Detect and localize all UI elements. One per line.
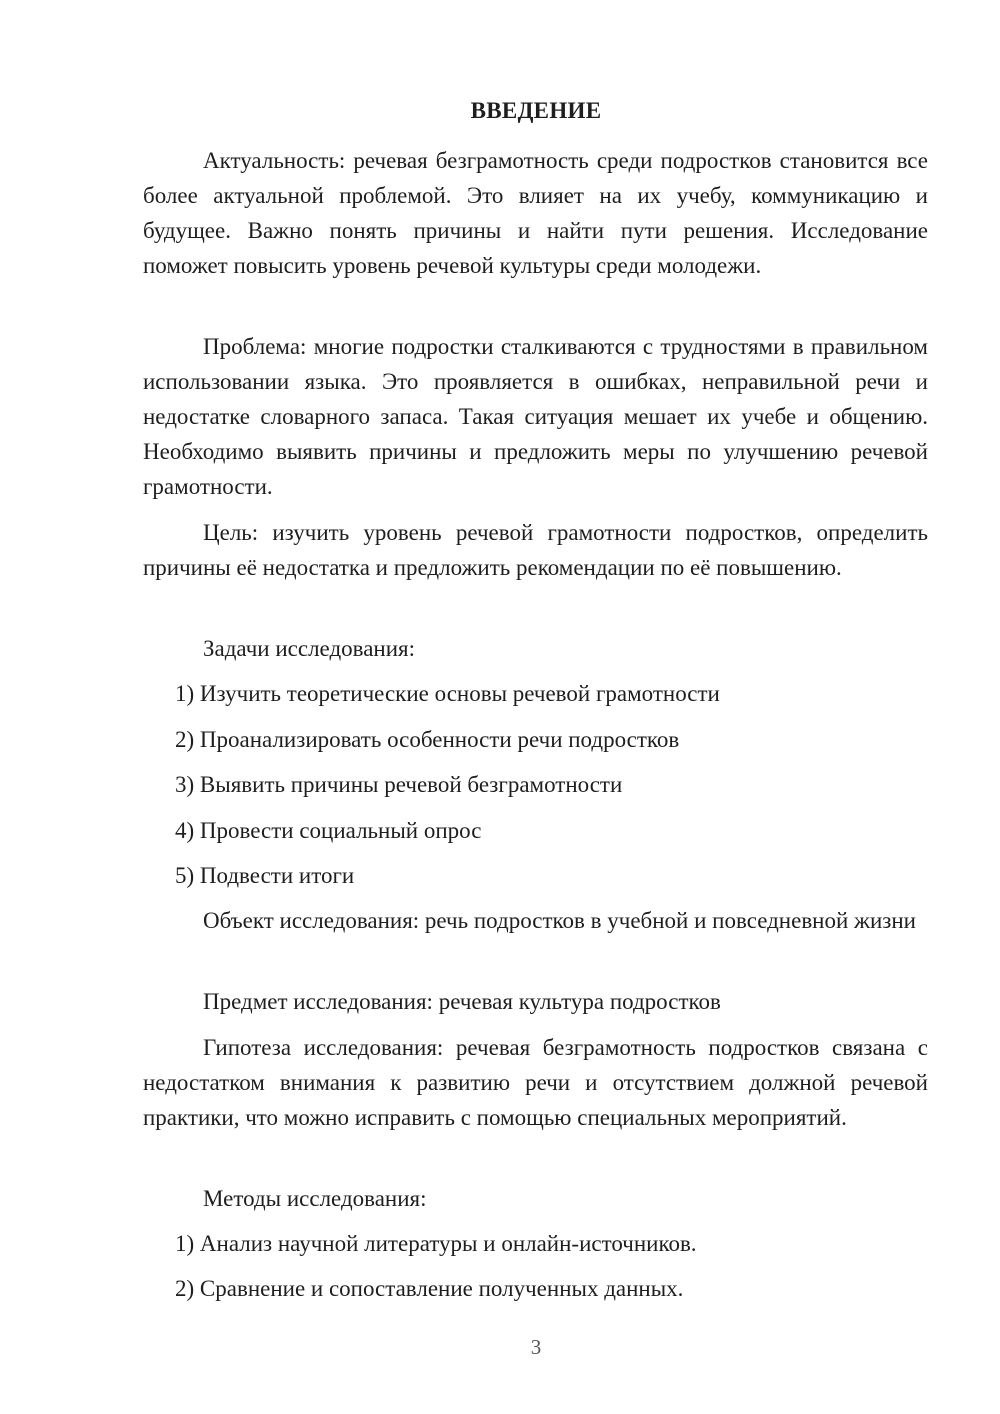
method-item: 2) Сравнение и сопоставление полученных данных. [175, 1276, 684, 1301]
subject-paragraph: Предмет исследования: речевая культура подростков [203, 989, 721, 1014]
methods-heading: Методы исследования: [203, 1186, 427, 1211]
method-item: 1) Анализ научной литературы и онлайн-источников. [175, 1231, 697, 1256]
hypothesis-paragraph: Гипотеза исследования: речевая безграмотность подростков связана с недостатком внимания к развитию речи и отсутствием должной речевой практики, что можно исправить с помощью специальных мероприятий. [143, 1035, 928, 1130]
problem-paragraph: Проблема: многие подростки сталкиваются с трудностями в правильном использовании языка. Это проявляется в ошибках, неправильной речи и недостатке словарного запаса. Такая ситуация мешает их учебе и общению. Необходимо выявить причины и предложить меры по улучшению речевой грамотности. [143, 334, 928, 499]
task-item: 1) Изучить теоретические основы речевой грамотности [175, 681, 720, 706]
tasks-heading: Задачи исследования: [203, 636, 416, 661]
task-item: 2) Проанализировать особенности речи подростков [175, 727, 680, 752]
page-number: 3 [530, 1335, 542, 1359]
task-item: 5) Подвести итоги [175, 863, 355, 888]
object-paragraph: Объект исследования: речь подростков в учебной и повседневной жизни [203, 908, 916, 933]
relevance-paragraph: Актуальность: речевая безграмотность среди подростков становится все более актуальной проблемой. Это влияет на их учебу, коммуникацию и будущее. Важно понять причины и найти пути решения. Исследование поможет повысить уровень речевой культуры среди молодежи. [143, 148, 928, 278]
task-item: 3) Выявить причины речевой безграмотности [175, 772, 623, 797]
goal-paragraph: Цель: изучить уровень речевой грамотности подростков, определить причины её недостатка и предложить рекомендации по её повышению. [143, 520, 928, 580]
section-title: ВВЕДЕНИЕ [470, 98, 602, 123]
task-item: 4) Провести социальный опрос [175, 818, 482, 843]
